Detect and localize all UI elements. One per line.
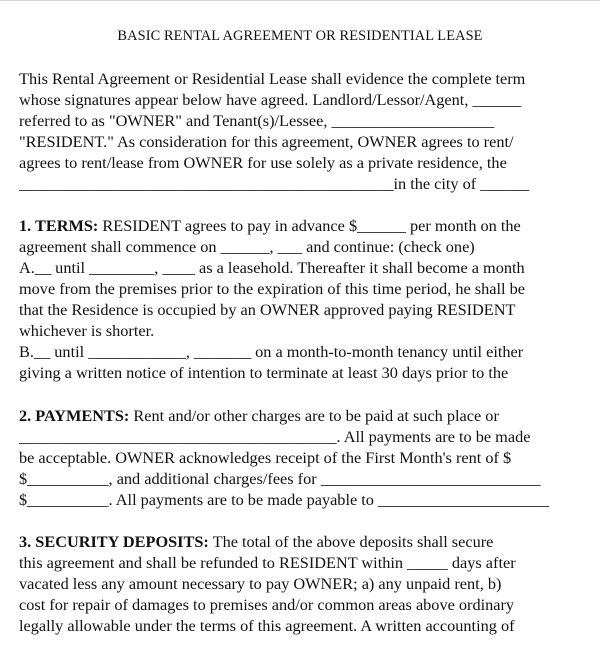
security-line: legally allowable under the terms of this agreement. A written accounting of xyxy=(19,616,515,635)
intro-line: referred to as "OWNER" and Tenant(s)/Lessee, ____________________ xyxy=(19,111,495,130)
terms-line: giving a written notice of intention to terminate at least 30 days prior to the xyxy=(19,363,509,382)
terms-line: agreement shall commence on ______, ___ and continue: (check one) xyxy=(19,237,475,256)
security-text: The total of the above deposits shall secure xyxy=(208,532,494,551)
security-line: cost for repair of damages to premises and/or common areas above ordinary xyxy=(19,595,515,614)
payments-line: $__________, and additional charges/fees for ___________________________ xyxy=(19,469,541,488)
intro-line: This Rental Agreement or Residential Lease shall evidence the complete term xyxy=(19,69,526,88)
terms-line: move from the premises prior to the expiration of this time period, he shall be xyxy=(19,279,525,298)
payments-text: Rent and/or other charges are to be paid at such place or xyxy=(129,406,499,425)
intro-line: ______________________________________________in the city of ______ xyxy=(19,174,530,193)
terms-heading: 1. TERMS: xyxy=(19,216,99,235)
intro-line: agrees to rent/lease from OWNER for use solely as a private residence, the xyxy=(19,153,507,172)
terms-line: whichever is shorter. xyxy=(19,321,155,340)
payments-line xyxy=(19,405,586,426)
terms-line: A.__ until ________, ____ as a leasehold. Thereafter it shall become a month xyxy=(19,258,525,277)
intro-line: whose signatures appear below have agreed. Landlord/Lessor/Agent, ______ xyxy=(19,90,522,109)
payments-line: _______________________________________. All payments are to be made xyxy=(19,427,531,446)
terms-text: RESIDENT agrees to pay in advance $______ per month on the xyxy=(98,216,521,235)
terms-line: that the Residence is occupied by an OWNER approved paying RESIDENT xyxy=(19,300,516,319)
payments-heading: 2. PAYMENTS: xyxy=(19,406,130,425)
intro-line: "RESIDENT." As consideration for this agreement, OWNER agrees to rent/ xyxy=(19,132,514,151)
payments-line: be acceptable. OWNER acknowledges receipt of the First Month's rent of $ xyxy=(19,448,512,467)
security-line: this agreement and shall be refunded to RESIDENT within _____ days after xyxy=(19,553,516,572)
document-title: BASIC RENTAL AGREEMENT OR RESIDENTIAL LEASE xyxy=(117,28,483,44)
terms-line xyxy=(19,215,586,236)
security-line xyxy=(19,531,586,552)
terms-line: B.__ until ____________, _______ on a month-to-month tenancy until either xyxy=(19,342,524,361)
security-line: vacated less any amount necessary to pay OWNER; a) any unpaid rent, b) xyxy=(19,574,502,593)
security-heading: 3. SECURITY DEPOSITS: xyxy=(19,532,209,551)
payments-line: $__________. All payments are to be made payable to _____________________ xyxy=(19,490,549,509)
